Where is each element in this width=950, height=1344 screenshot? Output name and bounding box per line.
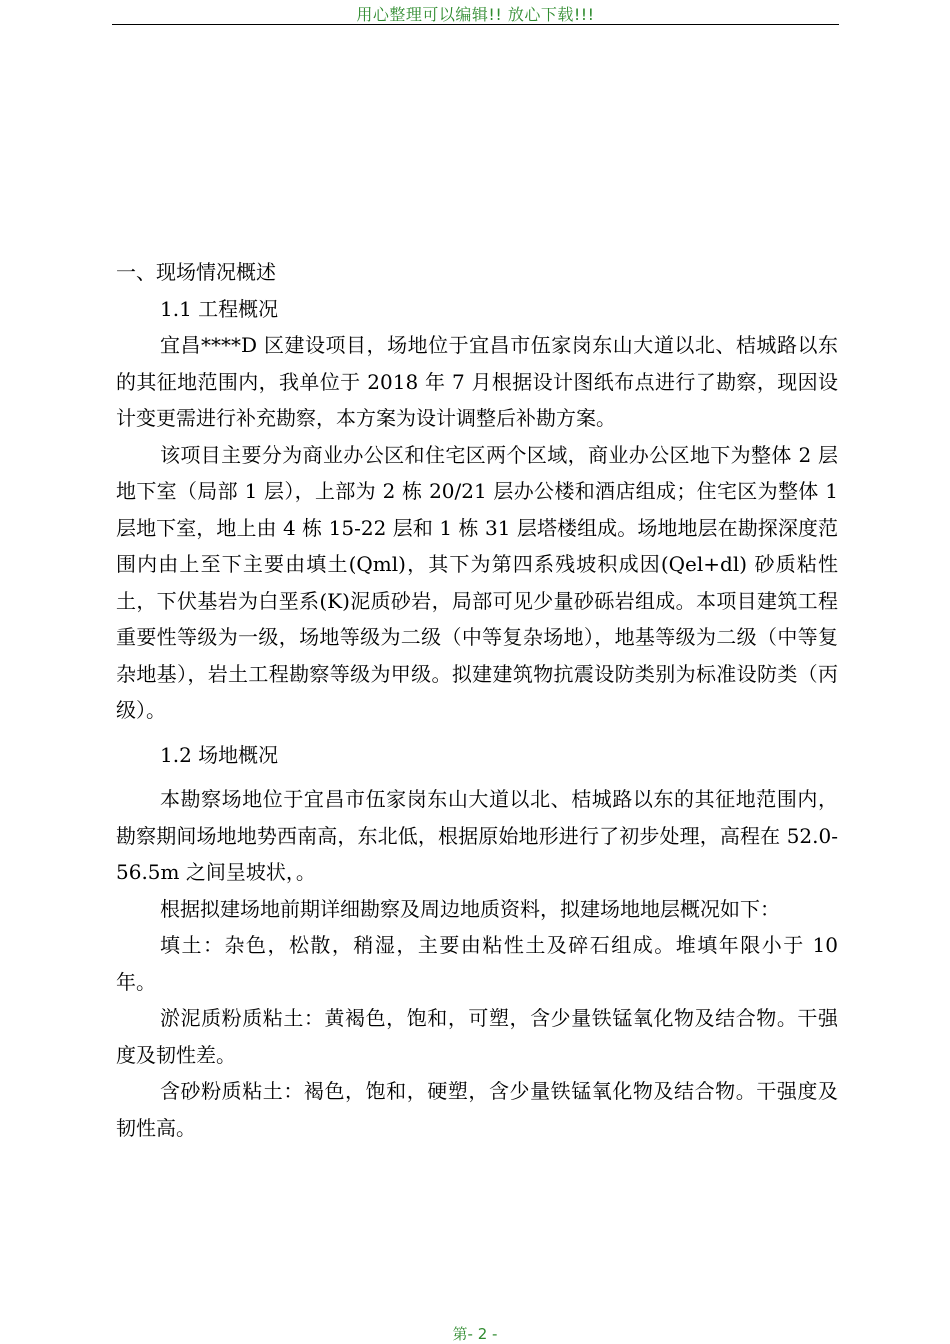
paragraph: 本勘察场地位于宜昌市伍家岗东山大道以北、桔城路以东的其征地范围内，勘察期间场地地势西南高，东北低，根据原始地形进行了初步处理，高程在 52.0-56.5m 之间呈坡状，。 (116, 787, 838, 884)
page-number: 第- 2 - (452, 1325, 498, 1343)
paragraph: 含砂粉质粘土：褐色，饱和，硬塑，含少量铁锰氧化物及结合物。干强度及韧性高。 (116, 1079, 838, 1140)
page-header (112, 0, 839, 25)
paragraph: 填土：杂色，松散，稍湿，主要由粘性土及碎石组成。堆填年限小于 10 年。 (116, 933, 838, 994)
subsection-title-site: 1.2 场地概况 (160, 742, 279, 767)
header-text: 用心整理可以编辑!! 放心下载!!! (356, 5, 595, 24)
paragraph: 根据拟建场地前期详细勘察及周边地质资料，拟建场地地层概况如下： (160, 896, 780, 921)
section-title: 一、现场情况概述 (116, 260, 276, 284)
subsection-title-engineering: 1.1 工程概况 (160, 296, 279, 321)
paragraph: 该项目主要分为商业办公区和住宅区两个区域，商业办公区地下为整体 2 层地下室（局部 1 层），上部为 2 栋 20/21 层办公楼和酒店组成；住宅区为整体 1 层地下室，地上由 4 栋 15-22 层和 1 栋 31 层塔楼组成。场地地层在勘探深度范围内由上至下主要由填土(Qml)，其下为第四系残坡积成因(Qel+dl) 砂质粘性土，下伏基岩为白垩系(K)泥质砂岩，局部可见少量砂砾岩组成。本项目建筑工程重要性等级为一级，场地等级为二级（中等复杂场地），地基等级为二级（中等复杂地基），岩土工程勘察等级为甲级。拟建建筑物抗震设防类别为标准设防类（丙级）。 (116, 442, 838, 722)
document-body (116, 254, 838, 1146)
paragraph: 宜昌****D 区建设项目，场地位于宜昌市伍家岗东山大道以北、桔城路以东的其征地范围内，我单位于 2018 年 7 月根据设计图纸布点进行了勘察，现因设计变更需进行补充勘察，本方案为设计调整后补勘方案。 (116, 333, 838, 430)
paragraph: 淤泥质粉质粘土：黄褐色，饱和，可塑，含少量铁锰氧化物及结合物。干强度及韧性差。 (116, 1006, 838, 1067)
